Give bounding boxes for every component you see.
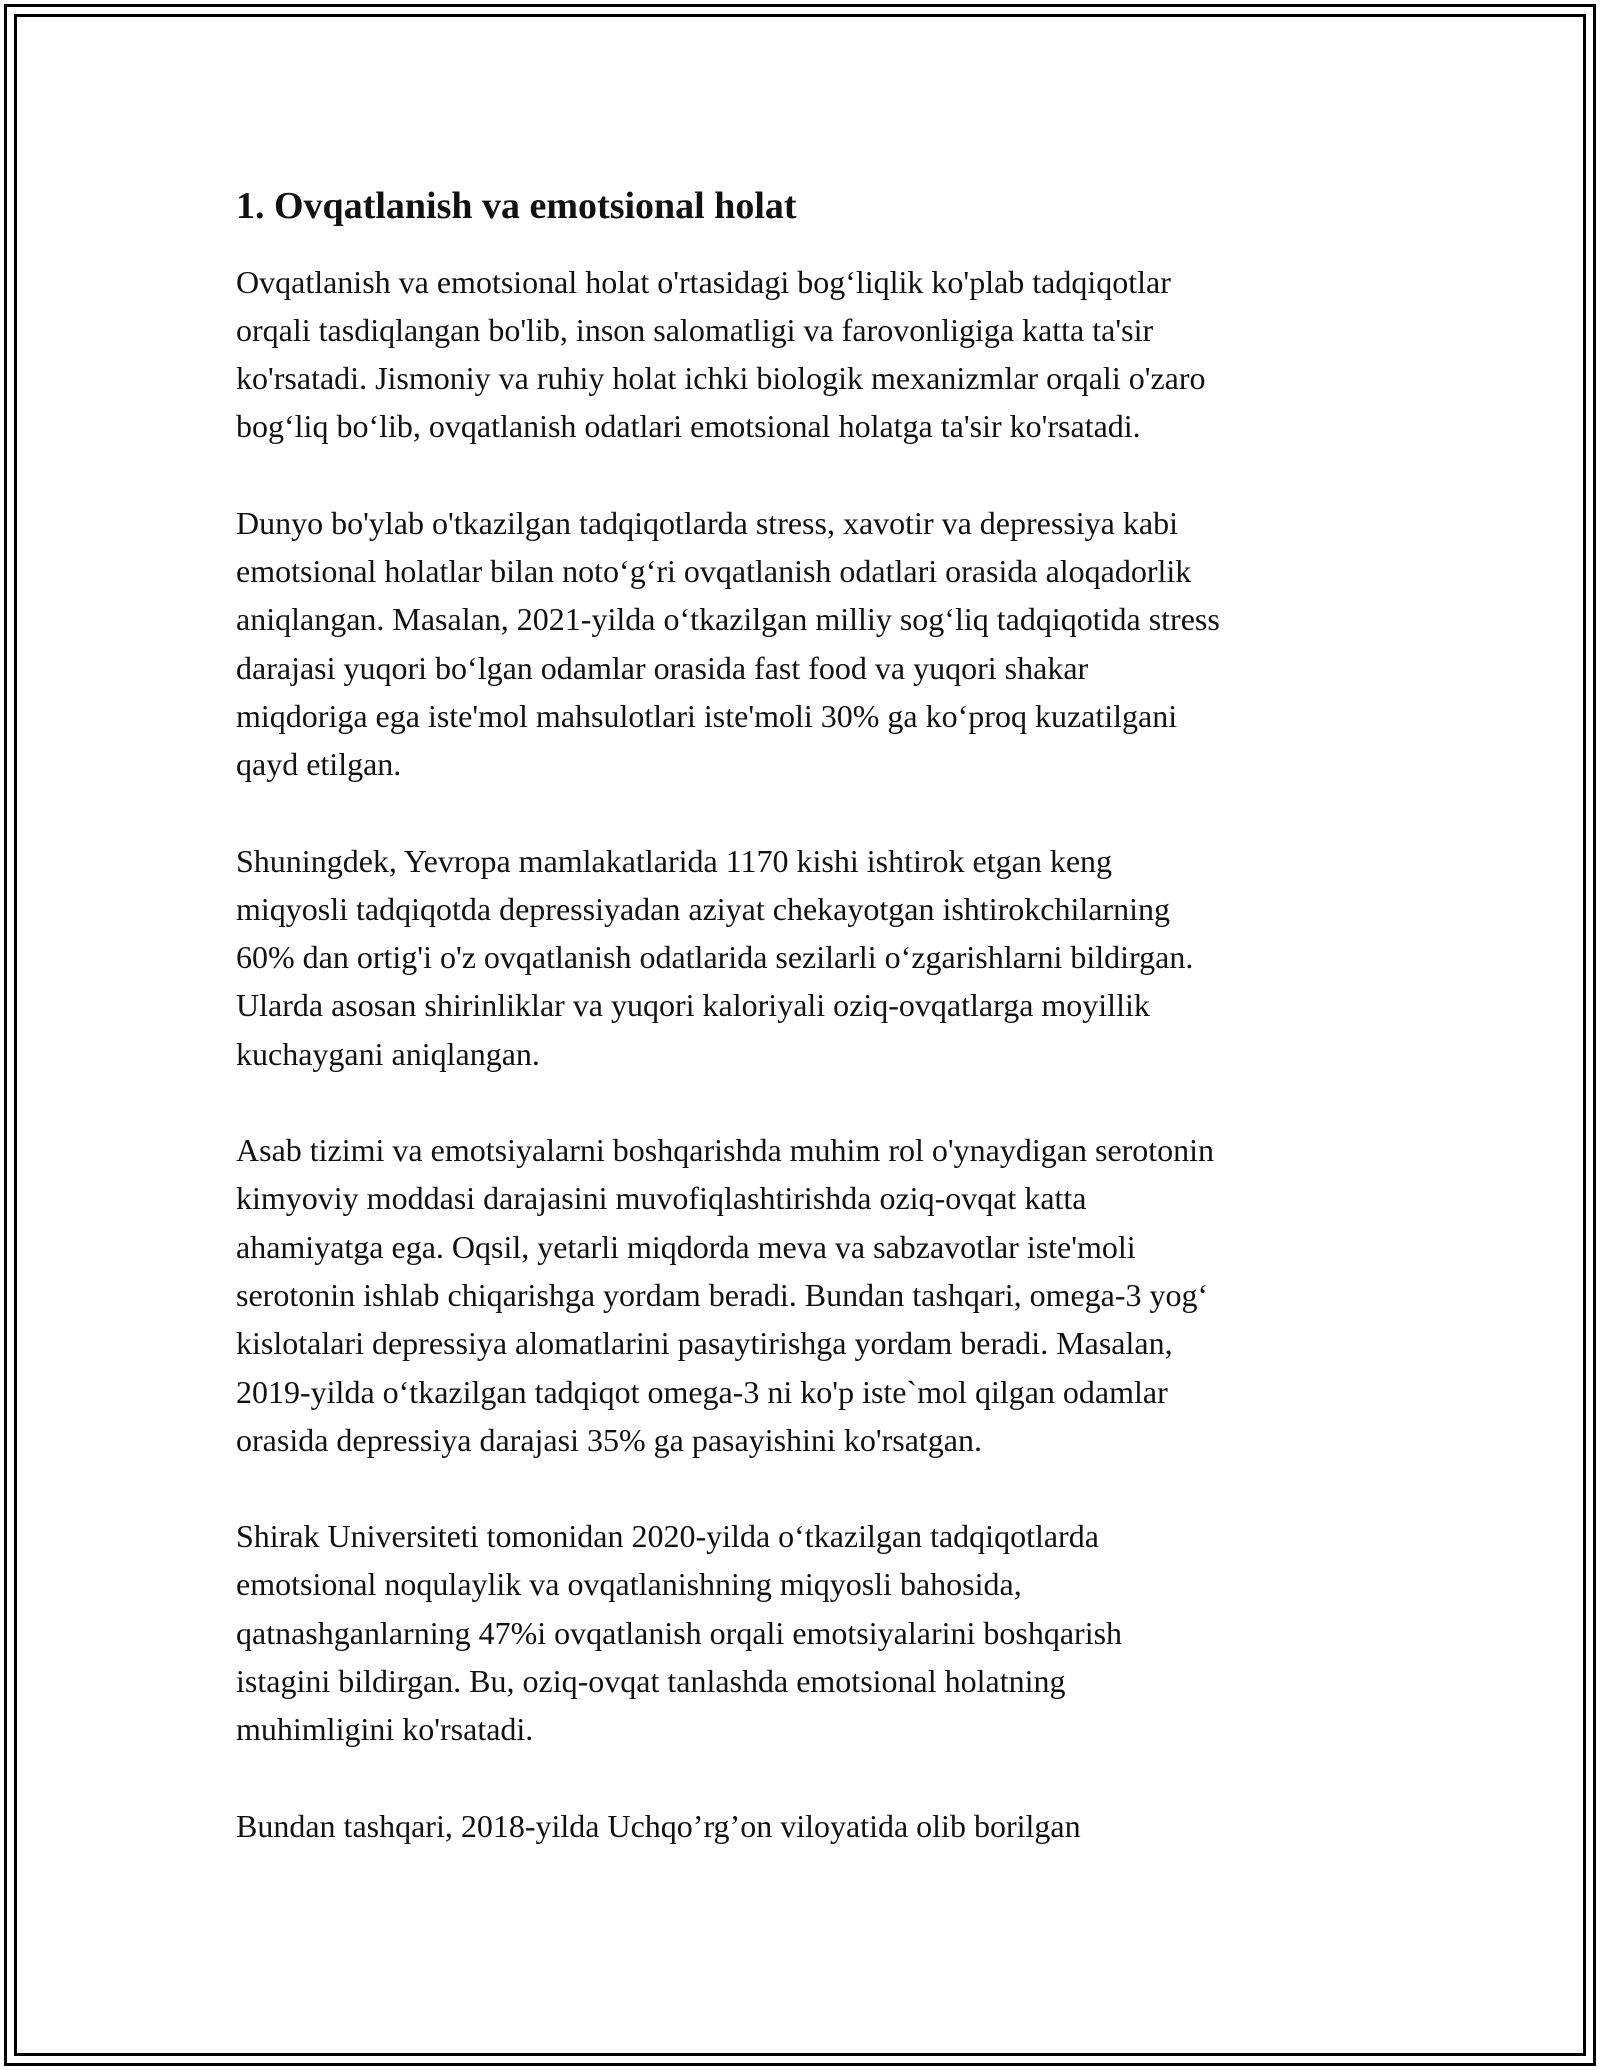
text-line: ahamiyatga ega. Oqsil, yetarli miqdorda meva va sabzavotlar iste'moli bbox=[236, 1228, 1136, 1265]
text-line: kimyoviy moddasi darajasini muvofiqlashtirishda oziq-ovqat katta bbox=[236, 1180, 1087, 1217]
text-line: Asab tizimi va emotsiyalarni boshqarishda muhim rol o'ynaydigan serotonin bbox=[236, 1132, 1215, 1169]
text-line: emotsional noqulaylik va ovqatlanishning miqyosli bahosida, bbox=[236, 1566, 1022, 1603]
text-line: emotsional holatlar bilan noto‘g‘ri ovqatlanish odatlari orasida aloqadorlik bbox=[236, 553, 1192, 590]
text-line: qayd etilgan. bbox=[236, 746, 402, 783]
text-line: bog‘liq bo‘lib, ovqatlanish odatlari emotsional holatga ta'sir ko'rsatadi. bbox=[236, 408, 1141, 445]
paragraph-6 bbox=[236, 1802, 1376, 1850]
text-line: Ovqatlanish va emotsional holat o'rtasidagi bog‘liqlik ko'plab tadqiqotlar bbox=[236, 263, 1171, 300]
text-line: 60% dan ortig'i o'z ovqatlanish odatlarida sezilarli o‘zgarishlarni bildirgan. bbox=[236, 939, 1194, 976]
text-line: Bundan tashqari, 2018-yilda Uchqo’rg’on viloyatida olib borilgan bbox=[236, 1807, 1081, 1844]
section-heading: 1. Ovqatlanish va emotsional holat bbox=[236, 185, 797, 227]
text-line: qatnashganlarning 47%i ovqatlanish orqali emotsiyalarini boshqarish bbox=[236, 1614, 1123, 1651]
text-line: muhimligini ko'rsatadi. bbox=[236, 1711, 534, 1748]
paragraph-4 bbox=[236, 1126, 1376, 1464]
text-line: ko'rsatadi. Jismoniy va ruhiy holat ichki biologik mexanizmlar orqali o'zaro bbox=[236, 360, 1206, 397]
text-line: aniqlangan. Masalan, 2021-yilda o‘tkazilgan milliy sog‘liq tadqiqotida stress bbox=[236, 601, 1220, 638]
text-line: serotonin ishlab chiqarishga yordam beradi. Bundan tashqari, omega-3 yog‘ bbox=[236, 1276, 1209, 1313]
paragraph-3 bbox=[236, 837, 1376, 1078]
text-line: Ularda asosan shirinliklar va yuqori kaloriyali oziq-ovqatlarga moyillik bbox=[236, 987, 1150, 1024]
text-line: miqyosli tadqiqotda depressiyadan aziyat chekayotgan ishtirokchilarning bbox=[236, 890, 1170, 927]
document-body bbox=[236, 184, 1376, 1898]
text-line: orasida depressiya darajasi 35% ga pasayishini ko'rsatgan. bbox=[236, 1421, 982, 1458]
text-line: 2019-yilda o‘tkazilgan tadqiqot omega-3 ni ko'p iste`mol qilgan odamlar bbox=[236, 1373, 1168, 1410]
paragraph-5 bbox=[236, 1512, 1376, 1753]
paragraph-2 bbox=[236, 499, 1376, 789]
paragraph-1 bbox=[236, 258, 1376, 451]
text-line: Shirak Universiteti tomonidan 2020-yilda o‘tkazilgan tadqiqotlarda bbox=[236, 1518, 1099, 1555]
text-line: Shuningdek, Yevropa mamlakatlarida 1170 kishi ishtirok etgan keng bbox=[236, 842, 1113, 879]
text-line: Dunyo bo'ylab o'tkazilgan tadqiqotlarda stress, xavotir va depressiya kabi bbox=[236, 504, 1178, 541]
text-line: miqdoriga ega iste'mol mahsulotlari iste'moli 30% ga ko‘proq kuzatilgani bbox=[236, 697, 1178, 734]
text-line: orqali tasdiqlangan bo'lib, inson salomatligi va farovonligiga katta ta'sir bbox=[236, 311, 1154, 348]
text-line: darajasi yuqori bo‘lgan odamlar orasida fast food va yuqori shakar bbox=[236, 649, 1089, 686]
text-line: kuchaygani aniqlangan. bbox=[236, 1035, 540, 1072]
text-line: istagini bildirgan. Bu, oziq-ovqat tanlashda emotsional holatning bbox=[236, 1663, 1066, 1700]
text-line: kislotalari depressiya alomatlarini pasaytirishga yordam beradi. Masalan, bbox=[236, 1325, 1173, 1362]
